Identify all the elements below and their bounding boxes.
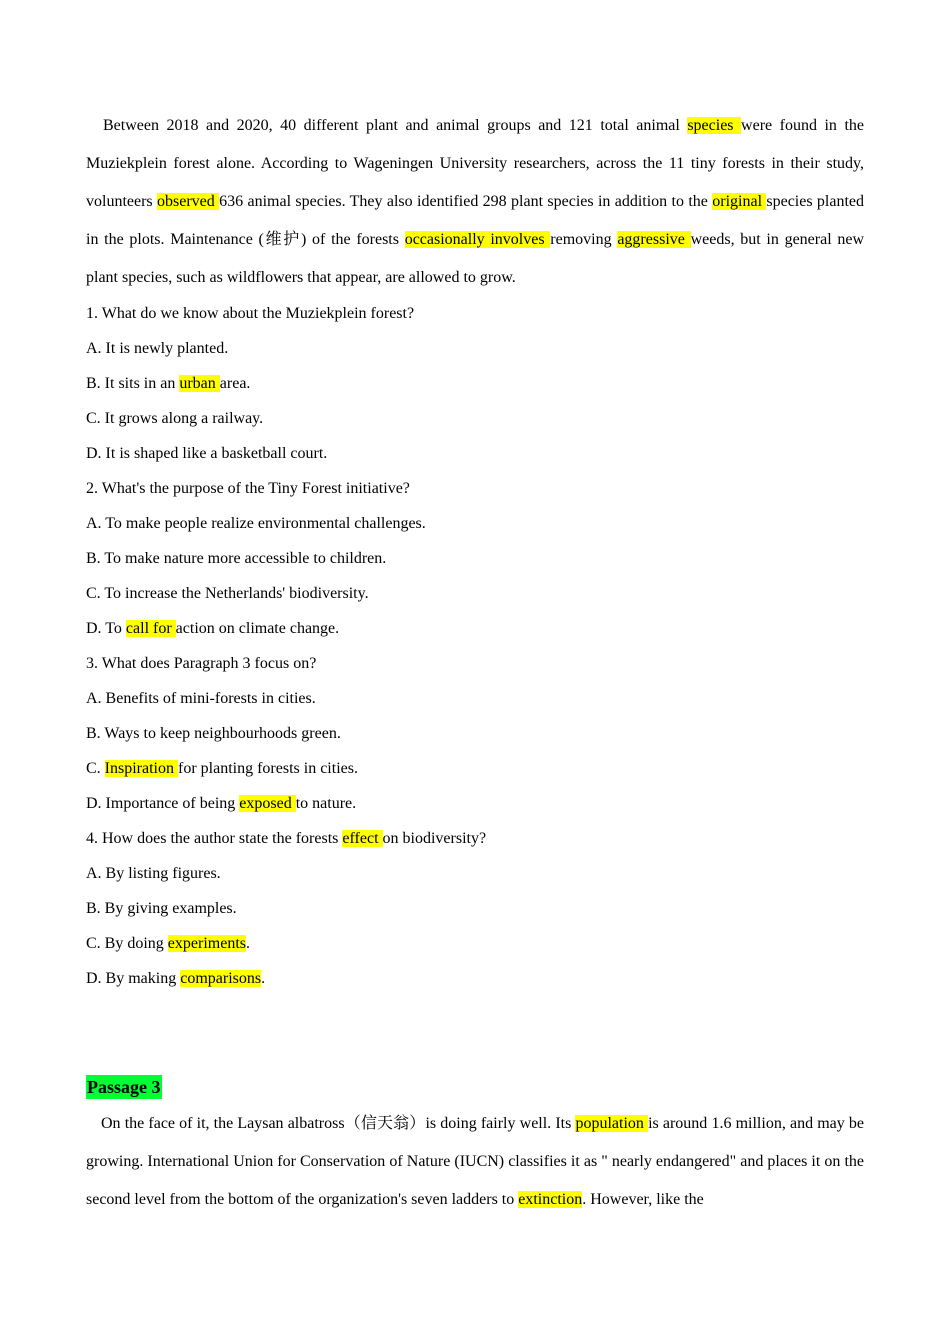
text-run: . xyxy=(261,970,266,987)
highlighted-word: observed xyxy=(157,193,220,210)
text-run: Between 2018 and 2020, 40 different plant and animal groups and 121 total animal xyxy=(103,117,688,134)
q3-option-b: B. Ways to keep neighbourhoods green. xyxy=(86,725,341,742)
highlighted-word: experiments xyxy=(167,935,246,952)
q4-option-c xyxy=(86,934,250,954)
highlighted-word: exposed xyxy=(239,795,296,812)
text-run: action on climate change. xyxy=(175,620,340,637)
text-run: weeds, but in general new plant species, such as wildflowers that appear, are allowed to grow. xyxy=(86,231,865,286)
text-run: were found in the Muziekplein forest alone. According to Wageningen University researchers, across the 11 tiny forests in their study, volunteers xyxy=(86,117,864,210)
q2-option-d xyxy=(86,619,339,639)
q4-option-d xyxy=(86,969,265,989)
q4-option-b: B. By giving examples. xyxy=(86,900,237,917)
text-run: D. By making xyxy=(86,970,181,987)
passage-3-heading: Passage 3 xyxy=(87,1077,161,1097)
q1-option-d: D. It is shaped like a basketball court. xyxy=(86,445,328,462)
text-run: B. It sits in an xyxy=(86,375,180,392)
text-run: 636 animal species. They also identified 298 plant species in addition to the xyxy=(219,193,713,210)
text-run: D. Importance of being xyxy=(86,795,240,812)
text-run: 4. How does the author state the forests xyxy=(86,830,343,847)
highlighted-word: occasionally involves xyxy=(404,231,551,248)
paragraph-biodiversity xyxy=(86,107,864,297)
q1-option-c: C. It grows along a railway. xyxy=(86,410,264,427)
text-run: is around 1.6 million, and may be growing. International Union for Conservation of Nature (IUCN) classifies it as " nearly endangered" and places it on the second level from the bottom of the organization's seven ladders to xyxy=(86,1115,864,1208)
q2-option-a: A. To make people realize environmental challenges. xyxy=(86,515,426,532)
highlighted-word: aggressive xyxy=(617,231,691,248)
question-1: 1. What do we know about the Muziekplein forest? xyxy=(86,305,415,322)
text-run: on biodiversity? xyxy=(382,830,487,847)
text-run: species planted in the plots. Maintenance (维护) of the forests xyxy=(86,193,865,248)
text-run: to nature. xyxy=(295,795,357,812)
highlighted-word: extinction xyxy=(518,1191,583,1208)
text-run: . xyxy=(246,935,250,952)
question-2: 2. What's the purpose of the Tiny Forest initiative? xyxy=(86,480,410,497)
paragraph-albatross xyxy=(86,1105,864,1219)
highlighted-word: Inspiration xyxy=(104,760,178,777)
text-run: area. xyxy=(219,375,251,392)
question-4 xyxy=(86,829,486,849)
highlighted-word: species xyxy=(687,117,742,134)
highlighted-word: urban xyxy=(179,375,220,392)
text-run: C. By doing xyxy=(86,935,168,952)
highlighted-word: effect xyxy=(342,830,383,847)
highlighted-word: call for xyxy=(125,620,176,637)
q3-option-c xyxy=(86,759,358,779)
text-run: C. xyxy=(86,760,105,777)
text-run: . However, like the xyxy=(582,1191,704,1208)
text-run: for planting forests in cities. xyxy=(178,760,358,777)
highlighted-word: original xyxy=(712,193,767,210)
q1-option-b xyxy=(86,374,250,394)
question-3: 3. What does Paragraph 3 focus on? xyxy=(86,655,317,672)
text-run: On the face of it, the Laysan albatross（信天翁）is doing fairly well. Its xyxy=(101,1115,576,1132)
text-run: removing xyxy=(550,231,618,248)
q3-option-a: A. Benefits of mini-forests in cities. xyxy=(86,690,316,707)
q2-option-c: C. To increase the Netherlands' biodiversity. xyxy=(86,585,369,602)
text-run: D. To xyxy=(86,620,126,637)
q1-option-a: A. It is newly planted. xyxy=(86,340,229,357)
q2-option-b: B. To make nature more accessible to children. xyxy=(86,550,387,567)
q4-option-a: A. By listing figures. xyxy=(86,865,221,882)
q3-option-d xyxy=(86,794,356,814)
highlighted-word: population xyxy=(575,1115,649,1132)
highlighted-word: comparisons xyxy=(180,970,262,987)
